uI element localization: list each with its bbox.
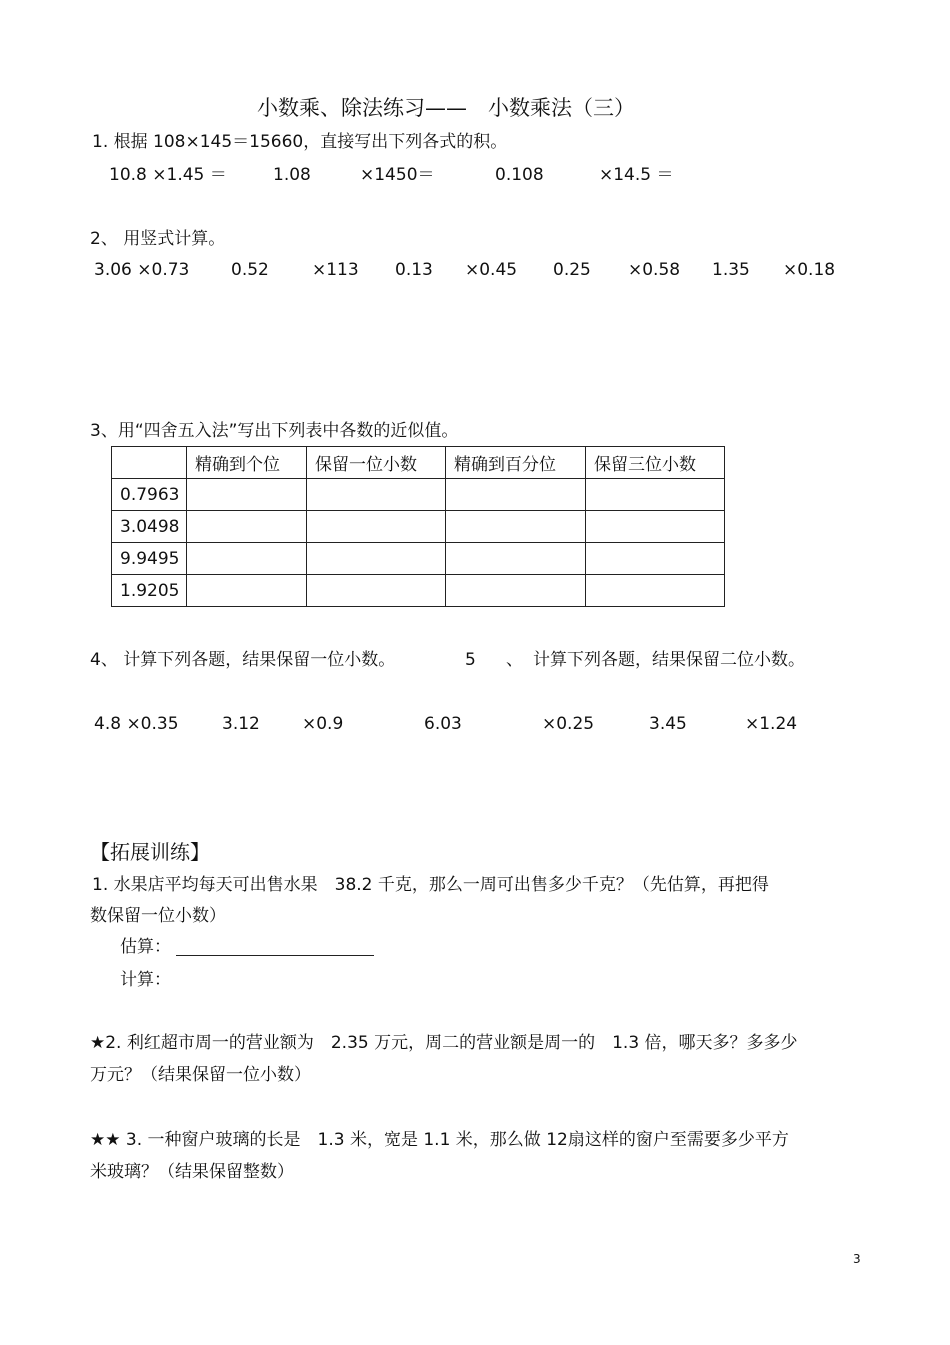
q4-item: 3.12 bbox=[222, 714, 260, 734]
q2-item: 3.06 ×0.73 bbox=[94, 260, 190, 280]
problem-3-line-2: 米玻璃？（结果保留整数） bbox=[90, 1162, 294, 1182]
answer-cell[interactable] bbox=[586, 543, 725, 575]
problem-2-line-1: ★2. 利红超市周一的营业额为 2.35 万元，周二的营业额是周一的 1.3 倍，哪天多？多多少 bbox=[90, 1033, 798, 1053]
answer-cell[interactable] bbox=[586, 575, 725, 607]
q4-item: ×0.25 bbox=[542, 714, 595, 734]
q1-item: 10.8 ×1.45 ＝ bbox=[109, 165, 227, 185]
table-row bbox=[112, 479, 725, 511]
q4-item: ×1.24 bbox=[745, 714, 798, 734]
answer-cell[interactable] bbox=[307, 479, 446, 511]
answer-cell[interactable] bbox=[187, 543, 307, 575]
table-row-label: 1.9205 bbox=[112, 575, 187, 607]
table-header-cell: 精确到个位 bbox=[187, 447, 307, 479]
estimate-label: 估算： bbox=[120, 937, 171, 957]
q1-item: 1.08 bbox=[273, 165, 311, 185]
table-row-label: 3.0498 bbox=[112, 511, 187, 543]
q2-prompt: 2、 用竖式计算。 bbox=[90, 229, 226, 249]
q2-item: ×0.58 bbox=[628, 260, 681, 280]
q4-item: ×0.9 bbox=[302, 714, 344, 734]
q2-item: ×0.18 bbox=[783, 260, 836, 280]
q3-prompt: 3、用“四舍五入法”写出下列表中各数的近似值。 bbox=[90, 421, 459, 441]
calc-label: 计算： bbox=[120, 970, 171, 990]
table-header-cell: 精确到百分位 bbox=[446, 447, 586, 479]
table-header-cell: 保留三位小数 bbox=[586, 447, 725, 479]
answer-cell[interactable] bbox=[307, 575, 446, 607]
estimate-row bbox=[120, 939, 374, 956]
q5-prompt: 计算下列各题，结果保留二位小数。 bbox=[533, 650, 805, 670]
answer-cell[interactable] bbox=[187, 479, 307, 511]
q2-item: 0.25 bbox=[553, 260, 591, 280]
table-header-row bbox=[112, 447, 725, 479]
problem-1-line-1: 1. 水果店平均每天可出售水果 38.2 千克，那么一周可出售多少千克？（先估算，再把得 bbox=[92, 875, 769, 895]
problem-3-line-1: ★★ 3. 一种窗户玻璃的长是 1.3 米，宽是 1.1 米，那么做 12扇这样的窗户至需要多少平方 bbox=[90, 1130, 789, 1150]
table-header-cell: 保留一位小数 bbox=[307, 447, 446, 479]
table-row-label: 9.9495 bbox=[112, 543, 187, 575]
answer-cell[interactable] bbox=[187, 575, 307, 607]
answer-cell[interactable] bbox=[586, 511, 725, 543]
table-row bbox=[112, 511, 725, 543]
approximation-table bbox=[111, 446, 725, 607]
q2-item: ×113 bbox=[312, 260, 359, 280]
table-header-cell bbox=[112, 447, 187, 479]
q4-item: 4.8 ×0.35 bbox=[94, 714, 179, 734]
q4-item: 6.03 bbox=[424, 714, 462, 734]
q2-item: 0.13 bbox=[395, 260, 433, 280]
answer-cell[interactable] bbox=[446, 575, 586, 607]
q2-item: ×0.45 bbox=[465, 260, 518, 280]
q1-item: ×1450＝ bbox=[360, 165, 435, 185]
estimate-answer-line[interactable] bbox=[176, 941, 374, 956]
q1-item: ×14.5 ＝ bbox=[599, 165, 674, 185]
extension-heading: 【拓展训练】 bbox=[90, 840, 210, 864]
q5-number: 5 bbox=[465, 650, 476, 670]
answer-cell[interactable] bbox=[586, 479, 725, 511]
q1-prompt: 1. 根据 108×145＝15660，直接写出下列各式的积。 bbox=[92, 132, 508, 152]
q5-separator: 、 bbox=[506, 650, 523, 670]
table-row bbox=[112, 543, 725, 575]
answer-cell[interactable] bbox=[446, 511, 586, 543]
answer-cell[interactable] bbox=[446, 479, 586, 511]
problem-2-line-2: 万元？（结果保留一位小数） bbox=[90, 1065, 311, 1085]
answer-cell[interactable] bbox=[307, 543, 446, 575]
q2-item: 1.35 bbox=[712, 260, 750, 280]
q1-item: 0.108 bbox=[495, 165, 544, 185]
q2-item: 0.52 bbox=[231, 260, 269, 280]
answer-cell[interactable] bbox=[187, 511, 307, 543]
q4-item: 3.45 bbox=[649, 714, 687, 734]
page-number: 3 bbox=[853, 1252, 861, 1266]
table-row bbox=[112, 575, 725, 607]
answer-cell[interactable] bbox=[307, 511, 446, 543]
q4-prompt: 4、 计算下列各题，结果保留一位小数。 bbox=[90, 650, 396, 670]
problem-1-line-2: 数保留一位小数） bbox=[90, 906, 226, 926]
table-row-label: 0.7963 bbox=[112, 479, 187, 511]
answer-cell[interactable] bbox=[446, 543, 586, 575]
page-title: 小数乘、除法练习—— 小数乘法（三） bbox=[257, 96, 635, 120]
